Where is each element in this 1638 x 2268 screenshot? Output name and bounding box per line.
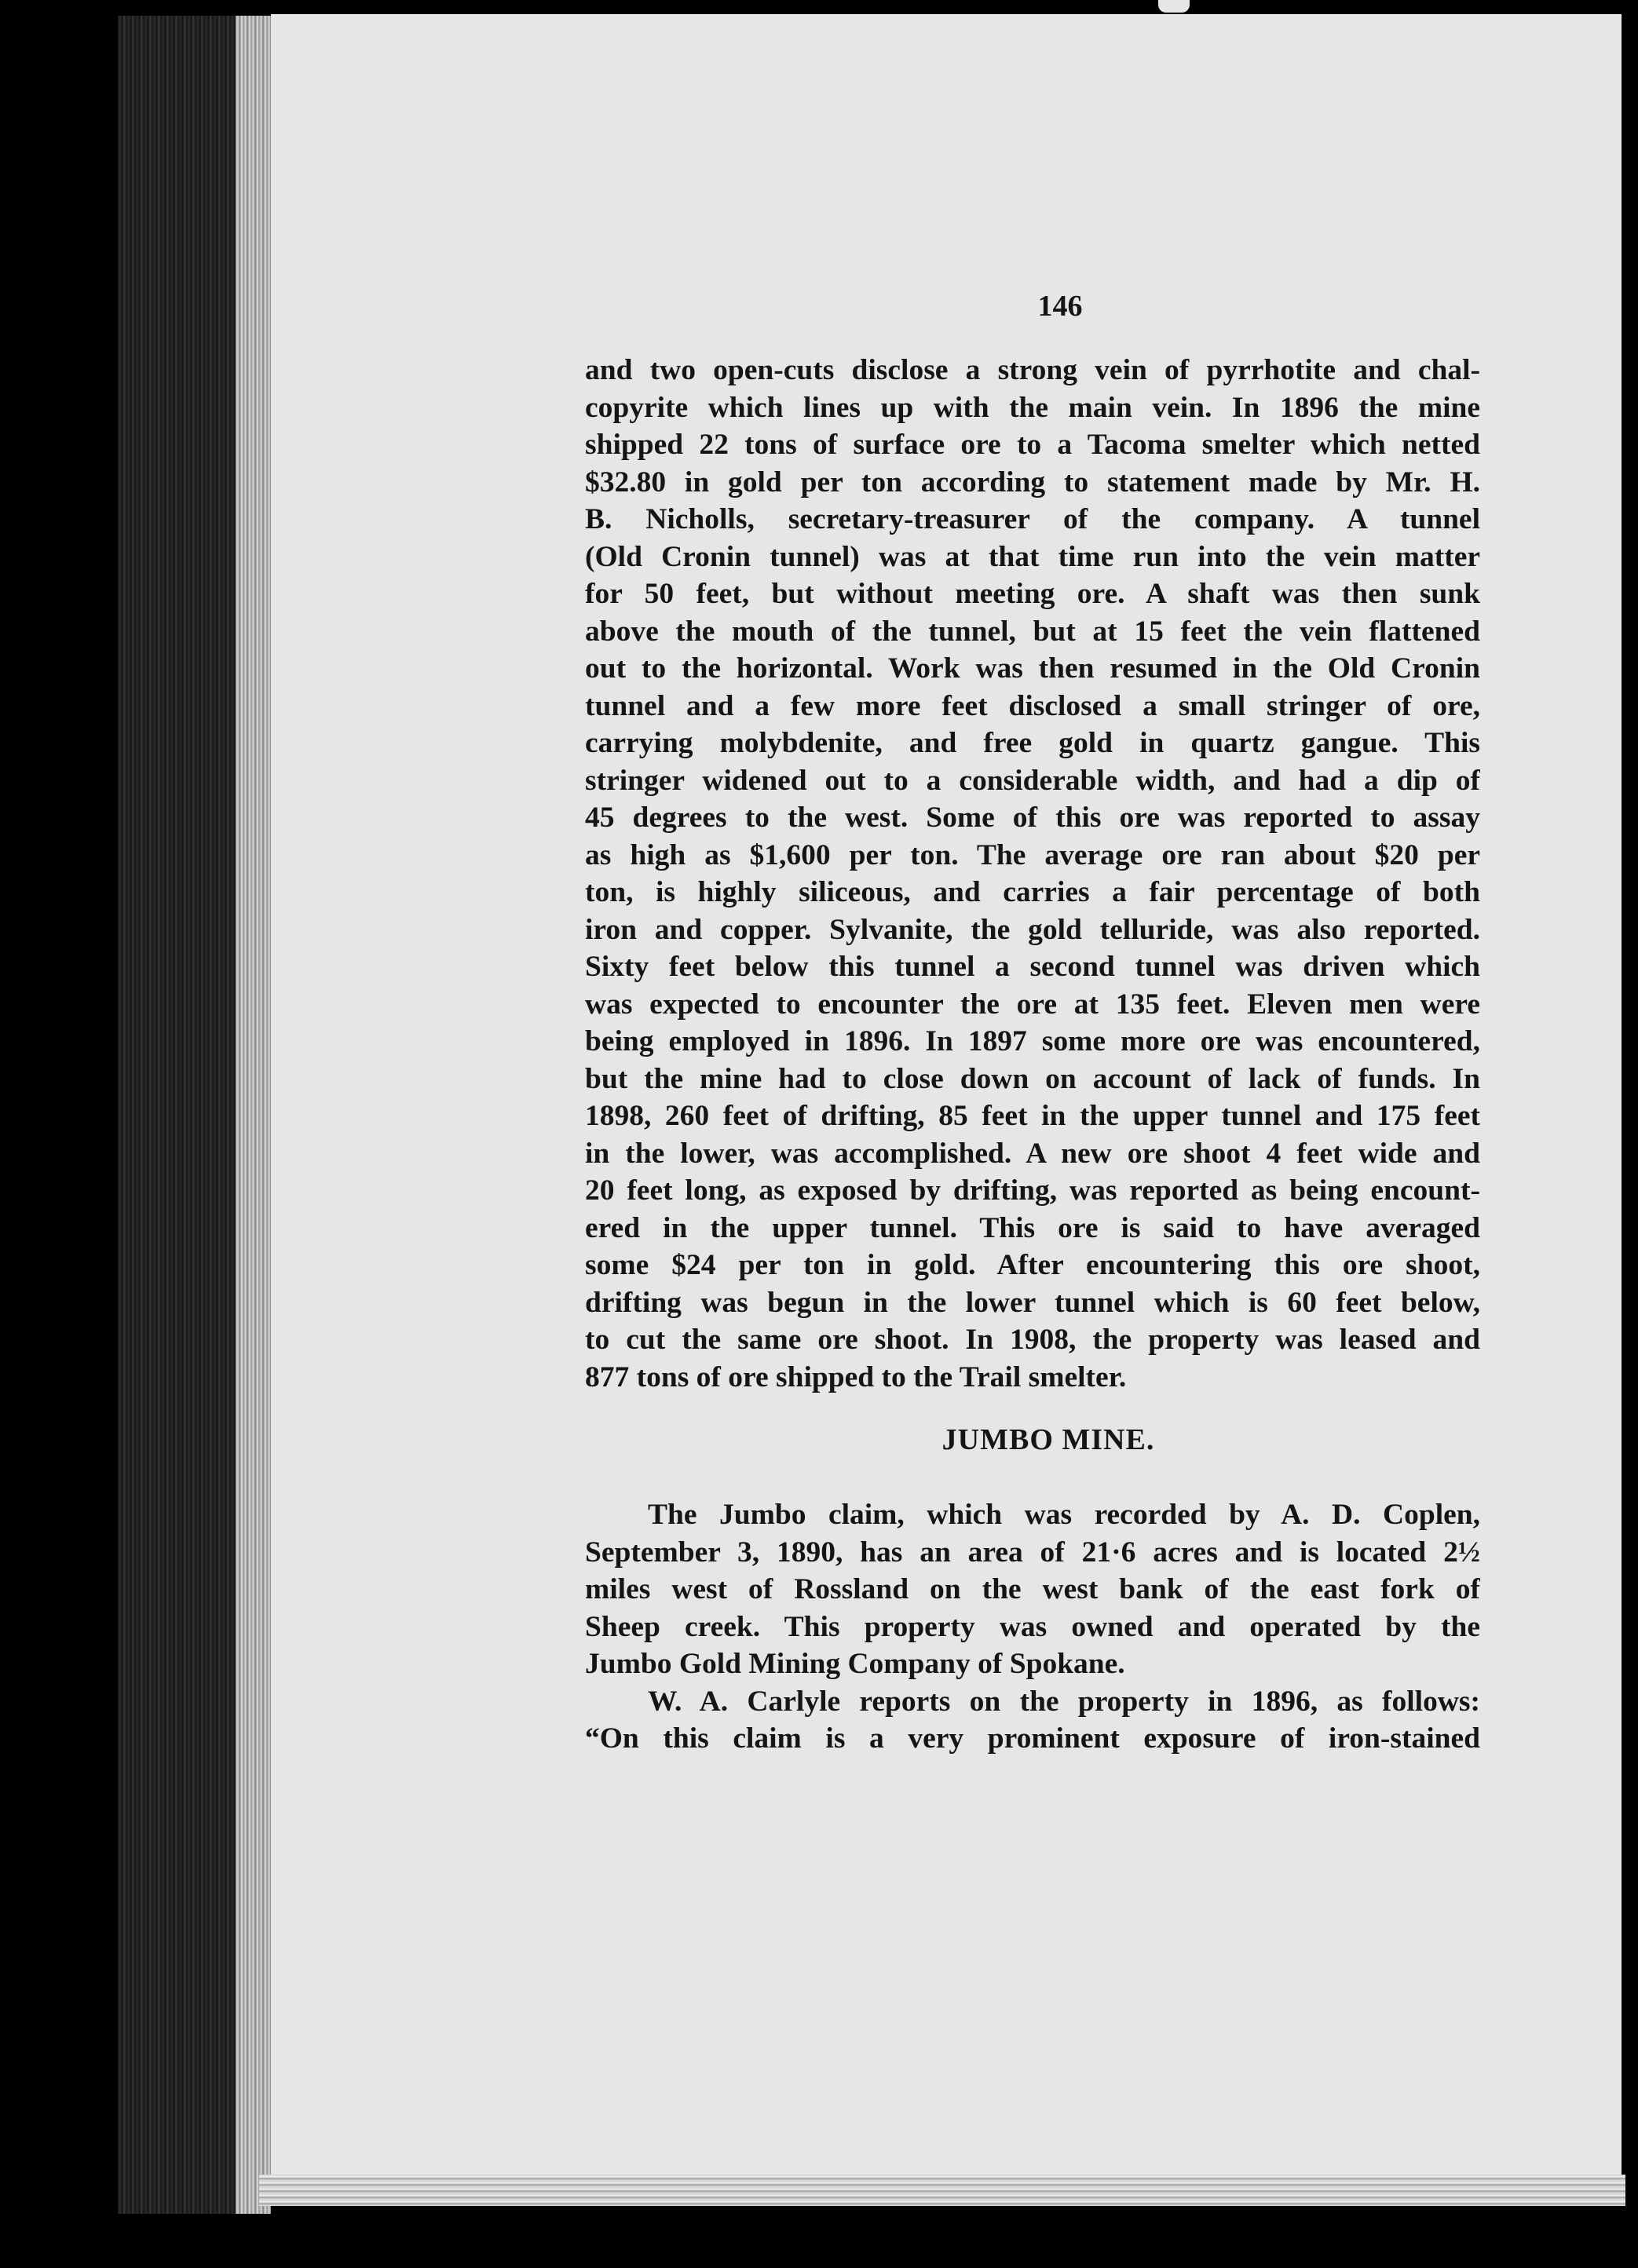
page-edge-highlight xyxy=(236,16,271,2214)
text-line: (Old Cronin tunnel) was at that time run into the vein matter xyxy=(585,540,1480,573)
text-line: 877 tons of ore shipped to the Trail smelter. xyxy=(585,1360,1127,1393)
text-line: out to the horizontal. Work was then resumed in the Old Cronin xyxy=(585,652,1480,685)
page-number: 146 xyxy=(1037,290,1083,323)
text-line: Sixty feet below this tunnel a second tunnel was driven which xyxy=(585,951,1480,983)
text-line: above the mouth of the tunnel, but at 15 feet the vein flattened xyxy=(585,615,1480,648)
text-line: B. Nicholls, secretary-treasurer of the company. A tunnel xyxy=(585,503,1480,535)
text-column xyxy=(585,290,1480,1758)
text-line: tunnel and a few more feet disclosed a small stringer of ore, xyxy=(585,689,1480,722)
text-line: and two open-cuts disclose a strong vein of pyrrhotite and chal- xyxy=(585,354,1480,386)
text-line: September 3, 1890, has an area of 21·6 acres and is located 2½ xyxy=(585,1536,1480,1569)
text-line: miles west of Rossland on the west bank of the east fork of xyxy=(585,1573,1480,1605)
section-heading: JUMBO MINE. xyxy=(941,1423,1155,1456)
top-edge-mark xyxy=(1158,0,1190,13)
text-line: ered in the upper tunnel. This ore is said to have averaged xyxy=(585,1211,1480,1244)
text-line: ton, is highly siliceous, and carries a fair percentage of both xyxy=(585,876,1480,908)
text-line: iron and copper. Sylvanite, the gold telluride, was also reported. xyxy=(585,913,1480,946)
text-line: was expected to encounter the ore at 135 feet. Eleven men were xyxy=(585,988,1480,1021)
text-line: copyrite which lines up with the main vein. In 1896 the mine xyxy=(585,391,1480,424)
text-line: The Jumbo claim, which was recorded by A. D. Coplen, xyxy=(648,1499,1480,1531)
text-line: some $24 per ton in gold. After encountering this ore shoot, xyxy=(585,1249,1480,1281)
paragraph-3 xyxy=(585,1683,1480,1758)
text-line: 1898, 260 feet of drifting, 85 feet in the upper tunnel and 175 feet xyxy=(585,1100,1480,1132)
paragraph-2 xyxy=(585,1496,1480,1683)
paragraph-1 xyxy=(585,352,1480,1396)
text-line: as high as $1,600 per ton. The average ore ran about $20 per xyxy=(585,838,1480,871)
text-line: shipped 22 tons of surface ore to a Tacoma smelter which netted xyxy=(585,429,1480,461)
text-line: 45 degrees to the west. Some of this ore was reported to assay xyxy=(585,802,1480,834)
text-line: Sheep creek. This property was owned and operated by the xyxy=(585,1610,1480,1643)
text-line: stringer widened out to a considerable width, and had a dip of xyxy=(585,764,1480,797)
text-line: being employed in 1896. In 1897 some more ore was encountered, xyxy=(585,1025,1480,1057)
text-line: drifting was begun in the lower tunnel which is 60 feet below, xyxy=(585,1286,1480,1319)
text-line: 20 feet long, as exposed by drifting, was reported as being encount- xyxy=(585,1174,1480,1207)
text-line: “On this claim is a very prominent exposure of iron-stained xyxy=(585,1722,1480,1755)
text-line: for 50 feet, but without meeting ore. A shaft was then sunk xyxy=(585,578,1480,610)
page-bottom-edge xyxy=(259,2175,1625,2206)
text-line: W. A. Carlyle reports on the property in 1896, as follows: xyxy=(648,1685,1480,1718)
text-line: Jumbo Gold Mining Company of Spokane. xyxy=(585,1648,1125,1680)
text-line: to cut the same ore shoot. In 1908, the property was leased and xyxy=(585,1324,1480,1356)
text-line: but the mine had to close down on account of lack of funds. In xyxy=(585,1062,1480,1095)
text-line: in the lower, was accomplished. A new ore shoot 4 feet wide and xyxy=(585,1137,1480,1170)
text-line: carrying molybdenite, and free gold in quartz gangue. This xyxy=(585,727,1480,759)
text-line: $32.80 in gold per ton according to statement made by Mr. H. xyxy=(585,466,1480,499)
